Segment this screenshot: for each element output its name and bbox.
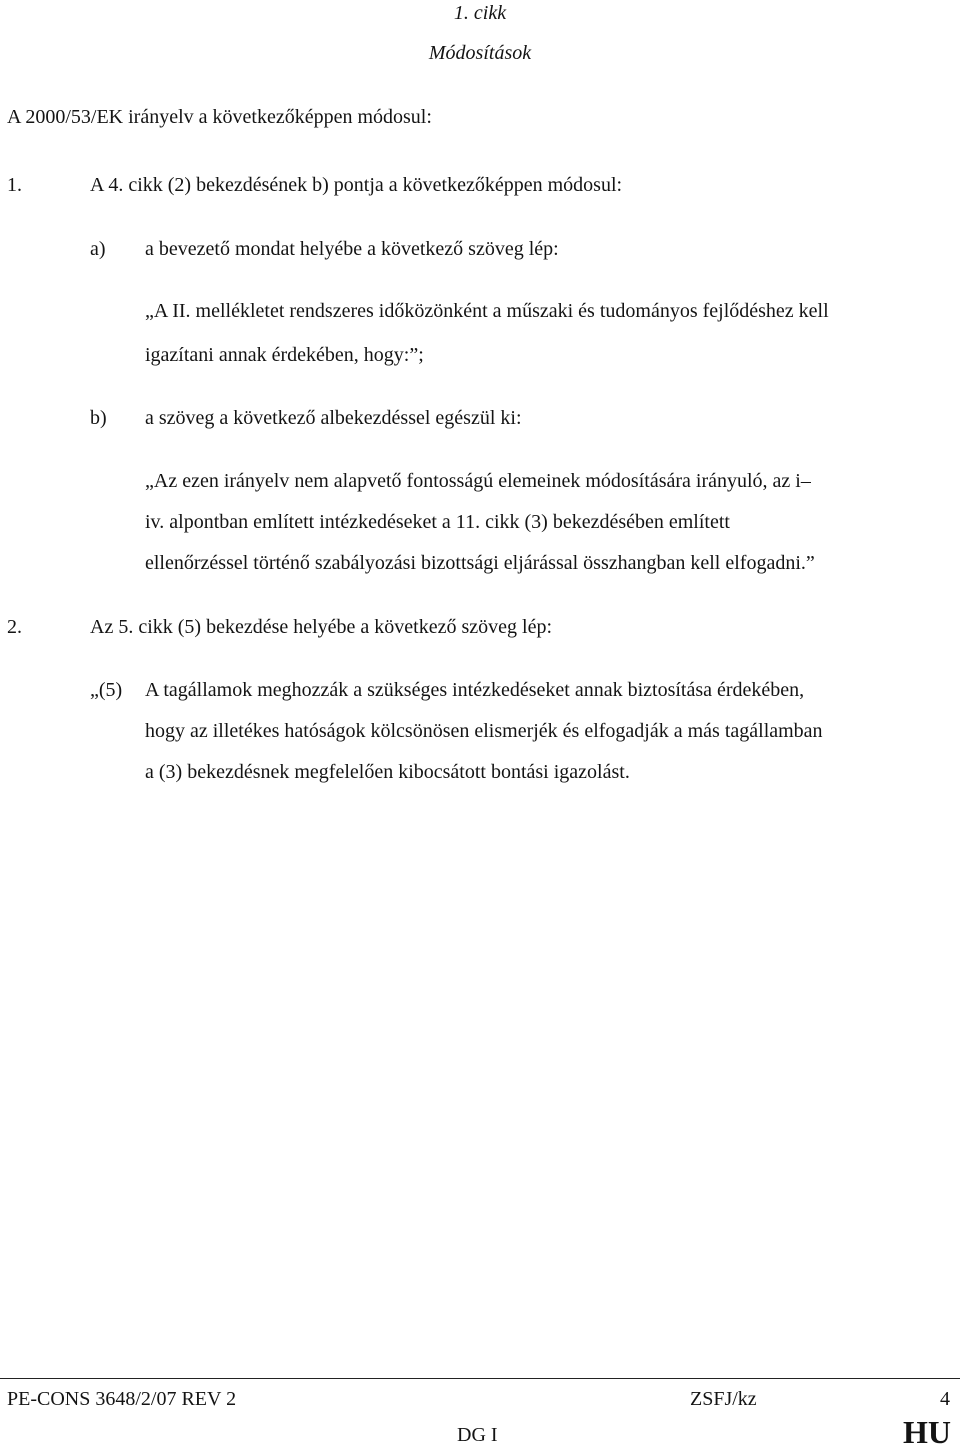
item1-text: A 4. cikk (2) bekezdésének b) pontja a következőképpen módosul: — [90, 174, 623, 196]
item1-b-quote-line-3: ellenőrzéssel történő szabályozási bizottsági eljárással összhangban kell elfogadni.” — [145, 552, 815, 574]
item2-quote-line-3: a (3) bekezdésnek megfelelően kibocsátott bontási igazolást. — [145, 761, 630, 783]
article-number: 1. cikk — [453, 2, 507, 24]
item1-a-quote-line-2: igazítani annak érdekében, hogy:”; — [145, 344, 424, 366]
item1-b-quote-line-1: „Az ezen irányelv nem alapvető fontosságú elemeinek módosítására irányuló, az i– — [145, 470, 811, 492]
item1-a-text: a bevezető mondat helyébe a következő szöveg lép: — [145, 238, 559, 260]
item2-quote-line-2: hogy az illetékes hatóságok kölcsönösen elismerjék és elfogadják a más tagállamban — [145, 720, 823, 742]
footer-language-code: HU — [903, 1414, 951, 1450]
item1-number: 1. — [7, 174, 22, 196]
item2-number: 2. — [7, 616, 22, 638]
intro-text: A 2000/53/EK irányelv a következőképpen módosul: — [7, 106, 432, 128]
item2-quote-line-1: A tagállamok meghozzák a szükséges intézkedéseket annak biztosítása érdekében, — [145, 679, 805, 701]
item1-a-label: a) — [90, 238, 106, 260]
item1-a-quote-line-1: „A II. mellékletet rendszeres időközönként a műszaki és tudományos fejlődéshez kell — [145, 300, 829, 322]
footer-page-number: 4 — [940, 1388, 950, 1410]
item2-para-label: „(5) — [90, 679, 123, 701]
item1-b-label: b) — [90, 407, 107, 429]
article-title: Módosítások — [428, 42, 532, 64]
footer-divider — [0, 1378, 960, 1379]
item1-b-text: a szöveg a következő albekezdéssel egészül ki: — [145, 407, 522, 429]
footer-initials: ZSFJ/kz — [690, 1388, 757, 1410]
item2-text: Az 5. cikk (5) bekezdése helyébe a következő szöveg lép: — [90, 616, 553, 638]
item1-b-quote-line-2: iv. alpontban említett intézkedéseket a 11. cikk (3) bekezdésében említett — [145, 511, 730, 533]
footer-doc-ref: PE-CONS 3648/2/07 REV 2 — [7, 1388, 237, 1410]
footer-dg: DG I — [457, 1424, 498, 1446]
